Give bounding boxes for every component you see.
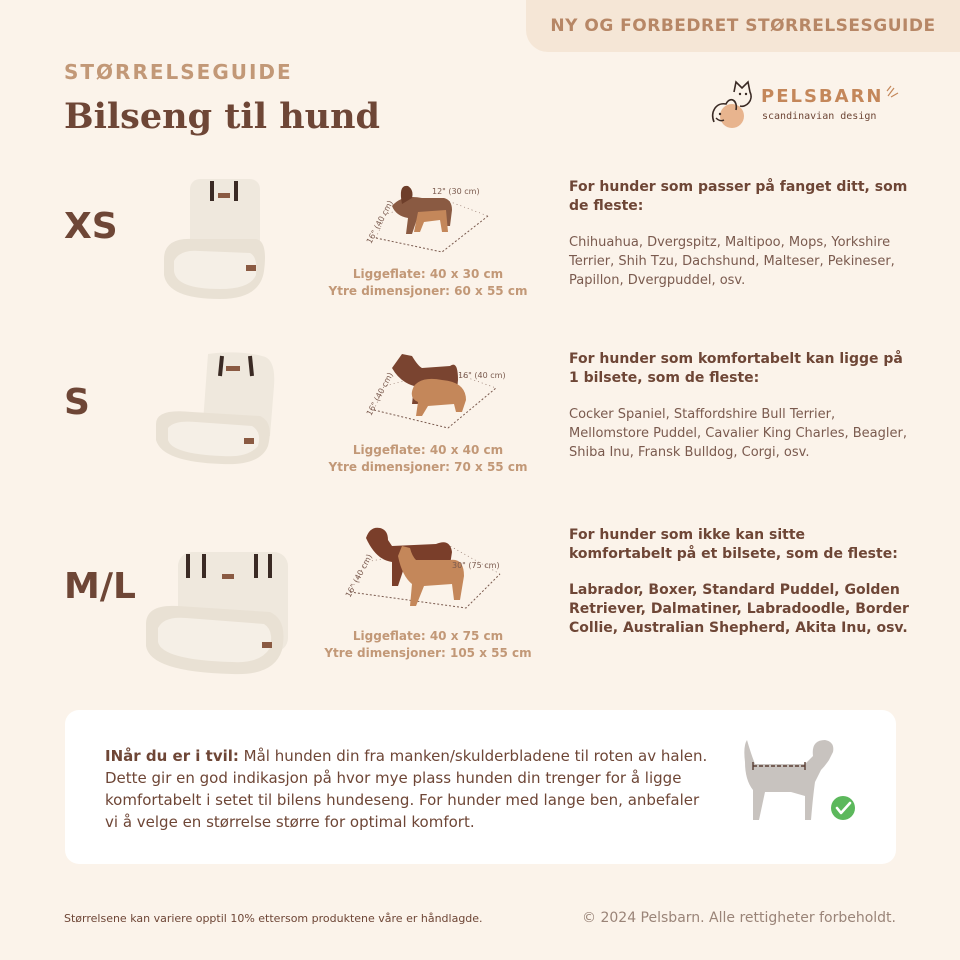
outer-dimensions: Ytre dimensjoner: 70 x 55 cm bbox=[328, 460, 528, 474]
size-row-s bbox=[0, 344, 960, 484]
breed-list: Cocker Spaniel, Staffordshire Bull Terrier, Mellomstore Puddel, Cavalier King Charles, Beagler, Shiba Inu, Fransk Bulldog, Corgi, osv. bbox=[569, 407, 907, 460]
description-heading: For hunder som ikke kan sitte komfortabelt på et bilsete, som de fleste: bbox=[569, 527, 898, 562]
brand-logo bbox=[706, 78, 906, 138]
copyright-notice: © 2024 Pelsbarn. Alle rettigheter forbeholdt. bbox=[582, 910, 896, 926]
description-heading: For hunder som passer på fanget ditt, som de fleste: bbox=[569, 179, 908, 214]
size-label: M/L bbox=[64, 566, 136, 607]
brand-tagline: scandinavian design bbox=[762, 111, 877, 122]
measuring-tip-box bbox=[65, 710, 896, 864]
dimensions-ml bbox=[318, 628, 538, 662]
dimension-diagram-xs bbox=[362, 180, 502, 260]
lying-area: Liggeflate: 40 x 40 cm bbox=[352, 443, 504, 457]
width-dimension-label: 12" (30 cm) bbox=[432, 187, 480, 196]
seat-image-ml bbox=[142, 548, 292, 676]
tip-body: Mål hunden din fra manken/skulderbladene til roten av halen. Dette gir en god indikasjon på hvor mye plass hunden din trenger for å ligge komfortabelt i setet til bilens hundeseng. For hunder med lange ben, anbefaler vi å velge en størrelse større for optimal komfort. bbox=[105, 747, 708, 831]
dimensions-xs bbox=[318, 266, 538, 300]
width-dimension-label: 30" (75 cm) bbox=[452, 561, 500, 570]
new-guide-banner: NY OG FORBEDRET STØRRELSESGUIDE bbox=[526, 0, 960, 52]
lying-area: Liggeflate: 40 x 30 cm bbox=[352, 267, 504, 281]
size-label: XS bbox=[64, 206, 118, 247]
lying-area: Liggeflate: 40 x 75 cm bbox=[352, 629, 504, 643]
size-row-xs bbox=[0, 170, 960, 310]
size-row-ml bbox=[0, 520, 960, 680]
outer-dimensions: Ytre dimensjoner: 60 x 55 cm bbox=[328, 284, 528, 298]
breed-description-xs bbox=[569, 178, 909, 290]
handmade-disclaimer: Størrelsene kan variere opptil 10% ettersom produktene våre er håndlagde. bbox=[64, 912, 483, 925]
description-heading: For hunder som komfortabelt kan ligge på 1 bilsete, som de fleste: bbox=[569, 351, 903, 386]
depth-dimension-label: 16" (40 cm) bbox=[364, 370, 396, 418]
seat-image-xs bbox=[160, 175, 270, 307]
sparkle-icon bbox=[886, 84, 900, 98]
size-label: S bbox=[64, 382, 90, 423]
dimensions-s bbox=[318, 442, 538, 476]
breed-list: Chihuahua, Dvergspitz, Maltipoo, Mops, Yorkshire Terrier, Shih Tzu, Dachshund, Malteser, Pekineser, Papillon, Dvergpuddel, osv. bbox=[569, 235, 895, 288]
breed-description-s bbox=[569, 350, 909, 462]
dimension-diagram-s bbox=[362, 346, 512, 436]
breed-description-ml bbox=[569, 526, 909, 638]
breed-list: Labrador, Boxer, Standard Puddel, Golden Retriever, Dalmatiner, Labradoodle, Border Collie, Australian Shepherd, Akita Inu, osv. bbox=[569, 582, 909, 636]
measuring-tip-text bbox=[105, 745, 715, 833]
width-dimension-label: 16" (40 cm) bbox=[458, 371, 506, 380]
outer-dimensions: Ytre dimensjoner: 105 x 55 cm bbox=[324, 646, 532, 660]
depth-dimension-label: 16" (40 cm) bbox=[364, 198, 396, 246]
page-title: Bilseng til hund bbox=[64, 96, 381, 137]
dog-cat-logo-icon bbox=[706, 78, 762, 134]
dimension-diagram-ml bbox=[340, 520, 510, 620]
dog-measure-icon bbox=[735, 736, 865, 836]
depth-dimension-label: 16" (40 cm) bbox=[343, 552, 375, 599]
tip-lead: INår du er i tvil: bbox=[105, 747, 239, 765]
section-kicker: STØRRELSEGUIDE bbox=[64, 60, 293, 84]
brand-name: PELSBARN bbox=[761, 86, 884, 107]
seat-image-s bbox=[152, 346, 278, 472]
